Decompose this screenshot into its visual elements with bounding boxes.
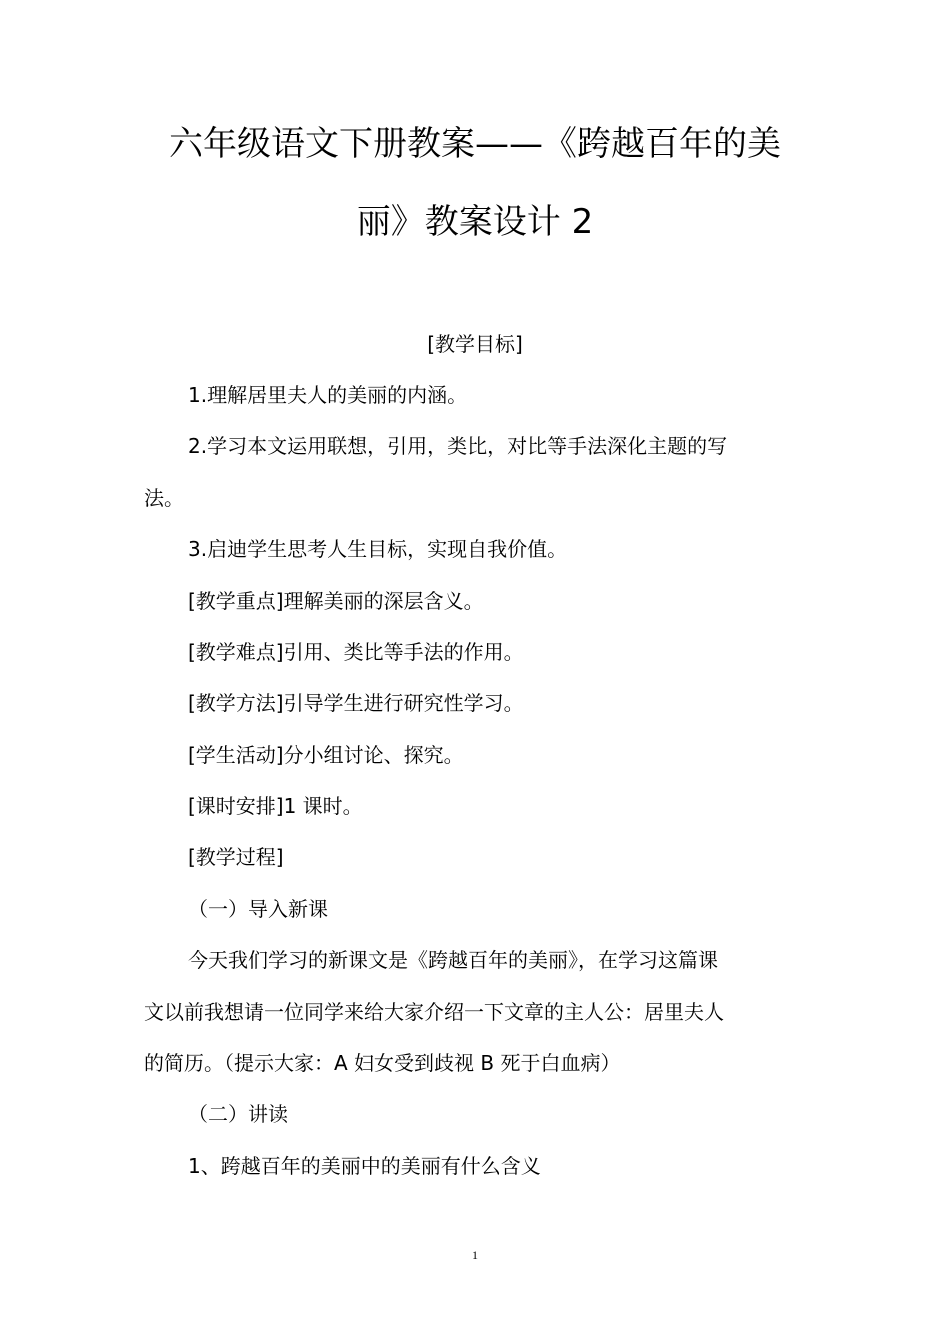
paragraph-line-1: 今天我们学习的新课文是《跨越百年的美丽》，在学习这篇课 [188,948,718,972]
class-schedule: [课时安排]1 课时。 [188,794,363,818]
section-heading-objectives: [教学目标] [427,332,523,356]
paragraph-line-3: 的简历。（提示大家：A 妇女受到歧视 B 死于白血病） [144,1051,621,1075]
page-number: 1 [472,1248,478,1262]
teaching-difficulty: [教学难点]引用、类比等手法的作用。 [188,640,524,664]
objective-1: 1.理解居里夫人的美丽的内涵。 [188,383,468,407]
objective-2: 2.学习本文运用联想，引用，类比，对比等手法深化主题的写 [188,434,728,458]
section-heading-process: [教学过程] [188,845,284,869]
teaching-focus: [教学重点]理解美丽的深层含义。 [188,589,484,613]
question-1: 1、跨越百年的美丽中的美丽有什么含义 [188,1154,541,1178]
teaching-method: [教学方法]引导学生进行研究性学习。 [188,691,524,715]
document-title-line-1: 六年级语文下册教案——《跨越百年的美 [169,124,781,164]
subsection-lecture: （二）讲读 [188,1102,288,1126]
student-activity: [学生活动]分小组讨论、探究。 [188,743,464,767]
subsection-introduction: （一）导入新课 [188,897,328,921]
paragraph-line-2: 文以前我想请一位同学来给大家介绍一下文章的主人公：居里夫人 [144,1000,724,1024]
document-title-line-2: 丽》教案设计 2 [356,202,594,242]
objective-3: 3.启迪学生思考人生目标，实现自我价值。 [188,537,568,561]
objective-2-continued: 法。 [144,486,184,510]
